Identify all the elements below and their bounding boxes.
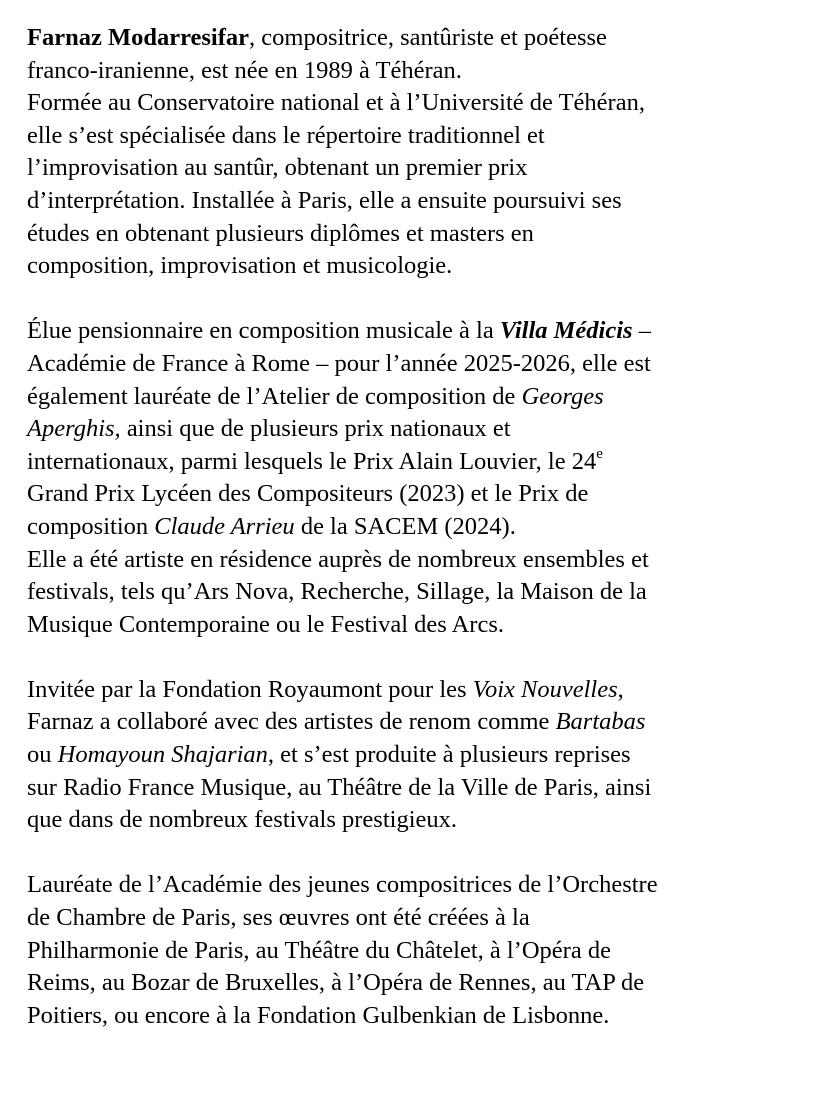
text-run: également lauréate de l’Atelier de composition de [27, 382, 522, 410]
text-line: festivals, tels qu’Ars Nova, Recherche, Sillage, la Maison de la [27, 578, 647, 606]
italic-name: Voix Nouvelles [472, 675, 618, 703]
text-line [27, 706, 827, 739]
biography-document [27, 22, 827, 1065]
text-run: Farnaz a collaboré avec des artistes de renom comme [27, 708, 556, 736]
text-run: , et s’est produite à plusieurs reprises [267, 741, 631, 769]
text-line: études en obtenant plusieurs diplômes et masters en [27, 219, 534, 247]
villa-medicis-emphasis: Villa Médicis [499, 317, 633, 345]
text-line: composition, improvisation et musicologie. [27, 252, 453, 280]
italic-name: Homayoun Shajarian [57, 741, 268, 769]
text-run: ainsi que de plusieurs prix nationaux et [120, 415, 511, 443]
text-line [27, 413, 827, 446]
text-line: Formée au Conservatoire national et à l’Université de Téhéran, [27, 89, 645, 117]
text-line: Poitiers, ou encore à la Fondation Gulbenkian de Lisbonne. [27, 1001, 610, 1029]
text-line: que dans de nombreux festivals prestigieux. [27, 806, 458, 834]
bio-paragraph-premieres [27, 869, 827, 1032]
bio-paragraph-collaborations [27, 674, 827, 837]
text-run: – [632, 317, 651, 345]
artist-name: Farnaz Modarresifar [27, 24, 250, 51]
text-line [27, 381, 827, 414]
text-line: Elle a été artiste en résidence auprès de nombreux ensembles et [27, 545, 649, 573]
text-run: composition [27, 512, 155, 540]
italic-name: Georges [521, 382, 604, 410]
text-run: Invitée par la Fondation Royaumont pour les [27, 675, 473, 703]
bio-paragraph-awards [27, 315, 827, 641]
text-run: ou [27, 741, 58, 769]
text-line: franco-iranienne, est née en 1989 à Téhéran. [27, 56, 462, 84]
text-line: Grand Prix Lycéen des Compositeurs (2023) et le Prix de [27, 480, 589, 508]
text-line [27, 739, 827, 772]
text-line: Reims, au Bozar de Bruxelles, à l’Opéra de Rennes, au TAP de [27, 969, 645, 997]
text-line: l’improvisation au santûr, obtenant un premier prix [27, 154, 528, 182]
text-line [27, 22, 827, 55]
text-run: de la SACEM (2024). [294, 512, 516, 540]
italic-name: Bartabas [555, 708, 646, 736]
text-line: Musique Contemporaine ou le Festival des Arcs. [27, 610, 504, 638]
text-line: sur Radio France Musique, au Théâtre de la Ville de Paris, ainsi [27, 773, 652, 801]
text-run: Élue pensionnaire en composition musicale à la [27, 317, 500, 345]
text-line: Lauréate de l’Académie des jeunes compositrices de l’Orchestre [27, 871, 658, 899]
text-line: d’interprétation. Installée à Paris, elle a ensuite poursuivi ses [27, 186, 622, 214]
text-run: internationaux, parmi lesquels le Prix Alain Louvier, le 24 [27, 447, 597, 475]
text-line [27, 674, 827, 707]
text-line [27, 446, 827, 479]
text-line [27, 315, 827, 348]
text-line: Académie de France à Rome – pour l’année 2025-2026, elle est [27, 349, 651, 377]
text-line: de Chambre de Paris, ses œuvres ont été créées à la [27, 904, 530, 932]
ordinal-superscript: e [596, 445, 603, 462]
bio-paragraph-intro [27, 22, 827, 283]
text-line: Philharmonie de Paris, au Théâtre du Châtelet, à l’Opéra de [27, 936, 611, 964]
text-line [27, 511, 827, 544]
text-line: elle s’est spécialisée dans le répertoire traditionnel et [27, 121, 545, 149]
italic-name: Claude Arrieu [154, 512, 295, 540]
text-run: , [617, 675, 624, 703]
text-run: , compositrice, santûriste et poétesse [249, 24, 607, 51]
italic-name: Aperghis, [27, 415, 121, 443]
